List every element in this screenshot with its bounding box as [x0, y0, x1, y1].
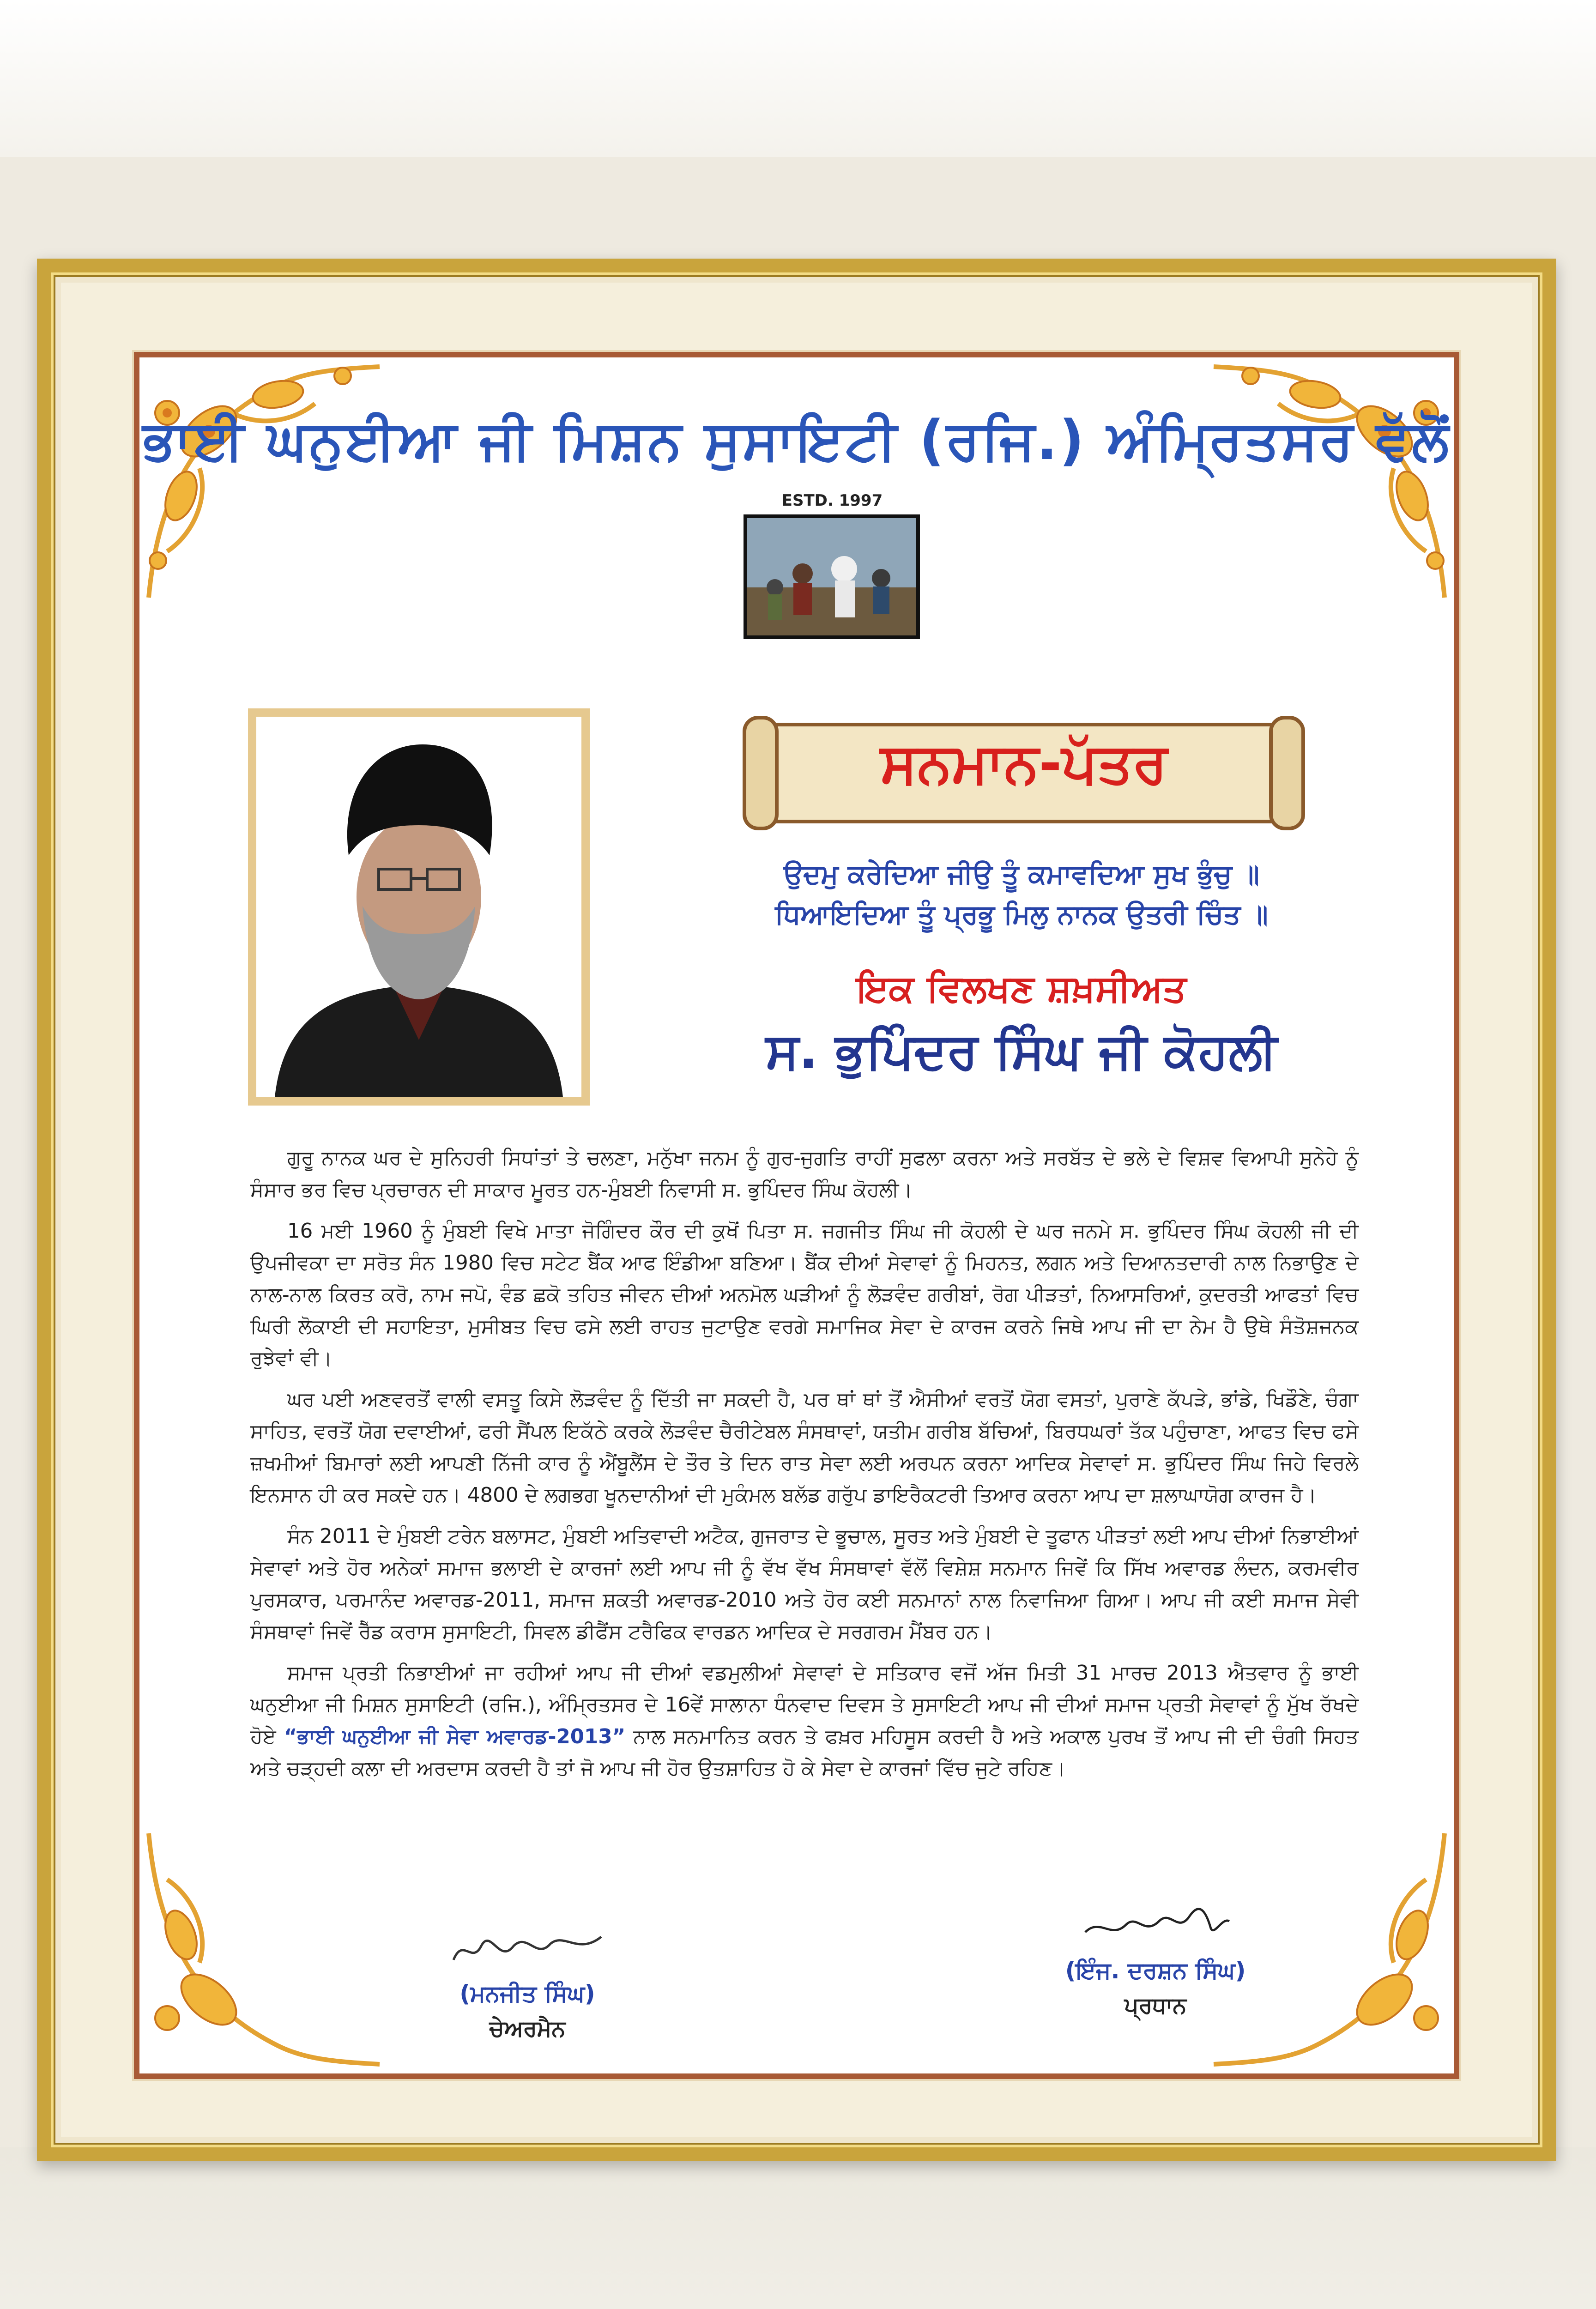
chairman-role: ਚੇਅਰਮੈਨ: [489, 2016, 566, 2042]
portrait-photo-icon: [256, 717, 581, 1097]
portrait-photo-frame: [248, 708, 590, 1106]
emblem-painting-icon: [744, 514, 920, 639]
certificate: [134, 352, 1459, 2079]
signature-block-president: [994, 1895, 1317, 2019]
established-label: ESTD. 1997: [781, 491, 883, 510]
signature-block-chairman: [389, 1918, 666, 2042]
signature-icon: [1058, 1895, 1252, 1951]
organization-title: ਭਾਈ ਘਨੁਈਆ ਜੀ ਮਿਸ਼ਨ ਸੁਸਾਇਟੀ (ਰਜਿ.) ਅੰਮ੍ਰਿਤਸਰ ਵੱਲੋਂ: [143, 408, 1451, 472]
body-paragraph: 16 ਮਈ 1960 ਨੂੰ ਮੁੰਬਈ ਵਿਖੇ ਮਾਤਾ ਜੋਗਿੰਦਰ ਕੌਰ ਦੀ ਕੁਖੋਂ ਪਿਤਾ ਸ. ਜਗਜੀਤ ਸਿੰਘ ਜੀ ਕੋਹਲੀ ਦੇ ਘਰ ਜਨਮੇ ਸ. ਭੁਪਿੰਦਰ ਸਿੰਘ ਕੋਹਲੀ ਜੀ ਦੀ ਉਪਜੀਵਕਾ ਦਾ ਸਰੋਤ ਸੰਨ 1980 ਵਿਚ ਸਟੇਟ ਬੈਂਕ ਆਫ ਇੰਡੀਆ ਬਣਿਆ। ਬੈਂਕ ਦੀਆਂ ਸੇਵਾਵਾਂ ਨੂੰ ਮਿਹਨਤ, ਲਗਨ ਅਤੇ ਦਿਆਨਤਦਾਰੀ ਨਾਲ ਨਿਭਾਉਣ ਦੇ ਨਾਲ-ਨਾਲ ਕਿਰਤ ਕਰੋ, ਨਾਮ ਜਪੋ, ਵੰਡ ਛਕੋ ਤਹਿਤ ਜੀਵਨ ਦੀਆਂ ਅਨਮੋਲ ਘੜੀਆਂ ਨੂੰ ਲੋੜਵੰਦ ਗਰੀਬਾਂ, ਰੋਗ ਪੀੜਤਾਂ, ਨਿਆਸਰਿਆਂ, ਕੁਦਰਤੀ ਆਫਤਾਂ ਵਿਚ ਘਿਰੀ ਲੋਕਾਈ ਦੀ ਸਹਾਇਤਾ, ਮੁਸੀਬਤ ਵਿਚ ਫਸੇ ਲਈ ਰਾਹਤ ਜੁਟਾਉਣ ਵਰਗੇ ਸਮਾਜਿਕ ਸੇਵਾ ਦੇ ਕਾਰਜ ਕਰਨੇ ਜਿਥੇ ਆਪ ਜੀ ਦਾ ਨੇਮ ਹੈ ਉਥੇ ਸੰਤੋਸ਼ਜਨਕ ਰੁਝੇਵਾਂ ਵੀ।: [250, 1220, 1359, 1370]
body-paragraph: ਘਰ ਪਈ ਅਣਵਰਤੋਂ ਵਾਲੀ ਵਸਤੂ ਕਿਸੇ ਲੋੜਵੰਦ ਨੂੰ ਦਿੱਤੀ ਜਾ ਸਕਦੀ ਹੈ, ਪਰ ਥਾਂ ਥਾਂ ਤੋਂ ਐਸੀਆਂ ਵਰਤੋਂ ਯੋਗ ਵਸਤਾਂ, ਪੁਰਾਣੇ ਕੱਪੜੇ, ਭਾਂਡੇ, ਖਿਡੌਣੇ, ਚੰਗਾ ਸਾਹਿਤ, ਵਰਤੋਂ ਯੋਗ ਦਵਾਈਆਂ, ਫਰੀ ਸੈਂਪਲ ਇਕੱਠੇ ਕਰਕੇ ਲੋੜਵੰਦ ਚੈਰੀਟੇਬਲ ਸੰਸਥਾਵਾਂ, ਯਤੀਮ ਗਰੀਬ ਬੱਚਿਆਂ, ਬਿਰਧਘਰਾਂ ਤੱਕ ਪਹੁੰਚਾਣਾ, ਆਫਤ ਵਿਚ ਫਸੇ ਜ਼ਖਮੀਆਂ ਬਿਮਾਰਾਂ ਲਈ ਆਪਣੀ ਨਿੱਜੀ ਕਾਰ ਨੂੰ ਐਂਬੂਲੈਂਸ ਦੇ ਤੌਰ ਤੇ ਦਿਨ ਰਾਤ ਸੇਵਾ ਲਈ ਅਰਪਨ ਕਰਨਾ ਆਦਿਕ ਸੇਵਾਵਾਂ ਸ. ਭੁਪਿੰਦਰ ਸਿੰਘ ਜਿਹੇ ਵਿਰਲੇ ਇਨਸਾਨ ਹੀ ਕਰ ਸਕਦੇ ਹਨ। 4800 ਦੇ ਲਗਭਗ ਖੂਨਦਾਨੀਆਂ ਦੀ ਮੁਕੰਮਲ ਬਲੱਡ ਗਰੁੱਪ ਡਾਇਰੈਕਟਰੀ ਤਿਆਰ ਕਰਨਾ ਆਪ ਦਾ ਸ਼ਲਾਘਾਯੋਗ ਕਾਰਜ ਹੈ।: [250, 1388, 1359, 1507]
floral-corner-ornament-icon: [139, 1815, 398, 2073]
certificate-body: [250, 1142, 1359, 1794]
certificate-title: ਸਨਮਾਨ-ਪੱਤਰ: [880, 731, 1167, 796]
body-paragraph: ਗੁਰੂ ਨਾਨਕ ਘਰ ਦੇ ਸੁਨਿਹਰੀ ਸਿਧਾਂਤਾਂ ਤੇ ਚਲਣਾ, ਮਨੁੱਖਾ ਜਨਮ ਨੂੰ ਗੁਰ-ਜੁਗਤਿ ਰਾਹੀਂ ਸੁਫਲਾ ਕਰਨਾ ਅਤੇ ਸਰਬੱਤ ਦੇ ਭਲੇ ਦੇ ਵਿਸ਼ਵ ਵਿਆਪੀ ਸੁਨੇਹੇ ਨੂੰ ਸੰਸਾਰ ਭਰ ਵਿਚ ਪ੍ਰਚਾਰਨ ਦੀ ਸਾਕਾਰ ਮੂਰਤ ਹਨ-ਮੁੰਬਈ ਨਿਵਾਸੀ ਸ. ਭੁਪਿੰਦਰ ਸਿੰਘ ਕੋਹਲੀ।: [250, 1147, 1359, 1202]
signature-icon: [444, 1918, 611, 1974]
body-paragraph: ਸੰਨ 2011 ਦੇ ਮੁੰਬਈ ਟਰੇਨ ਬਲਾਸਟ, ਮੁੰਬਈ ਅਤਿਵਾਦੀ ਅਟੈਕ, ਗੁਜਰਾਤ ਦੇ ਭੂਚਾਲ, ਸੂਰਤ ਅਤੇ ਮੁੰਬਈ ਦੇ ਤੂਫਾਨ ਪੀੜਤਾਂ ਲਈ ਆਪ ਦੀਆਂ ਨਿਭਾਈਆਂ ਸੇਵਾਵਾਂ ਅਤੇ ਹੋਰ ਅਨੇਕਾਂ ਸਮਾਜ ਭਲਾਈ ਦੇ ਕਾਰਜਾਂ ਲਈ ਆਪ ਜੀ ਨੂੰ ਵੱਖ ਵੱਖ ਸੰਸਥਾਵਾਂ ਵੱਲੋਂ ਵਿਸ਼ੇਸ਼ ਸਨਮਾਨ ਜਿਵੇਂ ਕਿ ਸਿੱਖ ਅਵਾਰਡ ਲੰਦਨ, ਕਰਮਵੀਰ ਪੁਰਸਕਾਰ, ਪਰਮਾਨੰਦ ਅਵਾਰਡ-2011, ਸਮਾਜ ਸ਼ਕਤੀ ਅਵਾਰਡ-2010 ਅਤੇ ਹੋਰ ਕਈ ਸਨਮਾਨਾਂ ਨਾਲ ਨਿਵਾਜਿਆ ਗਿਆ। ਆਪ ਜੀ ਕਈ ਸਮਾਜ ਸੇਵੀ ਸੰਸਥਾਵਾਂ ਜਿਵੇਂ ਰੈੱਡ ਕਰਾਸ ਸੁਸਾਇਟੀ, ਸਿਵਲ ਡੀਫੈਂਸ ਟਰੈਫਿਕ ਵਾਰਡਨ ਆਦਿਕ ਦੇ ਸਰਗਰਮ ਮੈਂਬਰ ਹਨ।: [250, 1525, 1359, 1644]
frame-mat: [61, 283, 1532, 2137]
final-paragraph-end: ਨਾਲ ਸਨਮਾਨਿਤ ਕਰਨ ਤੇ ਫਖ਼ਰ ਮਹਿਸੂਸ ਕਰਦੀ ਹੈ ਅਤੇ ਅਕਾਲ ਪੁਰਖ ਤੋਂ ਆਪ ਜੀ ਦੀ ਚੰਗੀ ਸਿਹਤ ਅਤੇ ਚੜ੍ਹਦੀ ਕਲਾ ਦੀ ਅਰਦਾਸ ਕਰਦੀ ਹੈ ਤਾਂ ਜੋ ਆਪ ਜੀ ਹੋਰ ਉਤਸ਼ਾਹਿਤ ਹੋ ਕੇ ਸੇਵਾ ਦੇ ਕਾਰਜਾਂ ਵਿੱਚ ਜੁਟੇ ਰਹਿਣ।: [250, 1725, 1359, 1780]
president-role: ਪ੍ਰਧਾਨ: [1124, 1993, 1187, 2019]
honor-label: ਇਕ ਵਿਲਖਣ ਸ਼ਖ਼ਸੀਅਤ: [856, 967, 1187, 1010]
honoree-name: ਸ. ਭੁਪਿੰਦਰ ਸਿੰਘ ਜੀ ਕੋਹਲੀ: [765, 1022, 1278, 1080]
floral-corner-ornament-icon: [139, 357, 398, 616]
verse-line-1: ਉਦਮੁ ਕਰੇਦਿਆ ਜੀਉ ਤੂੰ ਕਮਾਵਦਿਆ ਸੁਖ ਭੁੰਚੁ ॥: [784, 858, 1259, 890]
wall-background-top: [0, 0, 1596, 157]
wall-background-bottom: [0, 2147, 1596, 2309]
picture-frame: [37, 259, 1556, 2161]
floral-corner-ornament-icon: [1195, 357, 1454, 616]
president-name: (ਇੰਜ. ਦਰਸ਼ਨ ਸਿੰਘ): [1065, 1957, 1246, 1984]
verse-line-2: ਧਿਆਇਦਿਆ ਤੂੰ ਪ੍ਰਭੂ ਮਿਲੁ ਨਾਨਕ ਉਤਰੀ ਚਿੰਤ ॥: [775, 899, 1268, 930]
final-paragraph: [250, 1657, 1359, 1785]
chairman-name: (ਮਨਜੀਤ ਸਿੰਘ): [459, 1980, 595, 2007]
award-name: “ਭਾਈ ਘਨੁਈਆ ਜੀ ਸੇਵਾ ਅਵਾਰਡ-2013”: [284, 1725, 626, 1748]
final-paragraph-start: ਸਮਾਜ ਪ੍ਰਤੀ ਨਿਭਾਈਆਂ ਜਾ ਰਹੀਆਂ ਆਪ ਜੀ ਦੀਆਂ ਵਡਮੁਲੀਆਂ ਸੇਵਾਵਾਂ ਦੇ ਸਤਿਕਾਰ ਵਜੋਂ ਅੱਜ ਮਿਤੀ 31 ਮਾਰਚ 2013 ਐਤਵਾਰ ਨੂੰ ਭਾਈ ਘਨੁਈਆ ਜੀ ਮਿਸ਼ਨ ਸੁਸਾਇਟੀ (ਰਜਿ.), ਅੰਮ੍ਰਿਤਸਰ ਦੇ 16ਵੇਂ ਸਾਲਾਨਾ ਧੰਨਵਾਦ ਦਿਵਸ ਤੇ ਸੁਸਾਇਟੀ ਆਪ ਜੀ ਦੀਆਂ ਸਮਾਜ ਪ੍ਰਤੀ ਸੇਵਾਵਾਂ ਨੂੰ ਮੁੱਖ ਰੱਖਦੇ ਹੋਏ: [250, 1662, 1359, 1748]
